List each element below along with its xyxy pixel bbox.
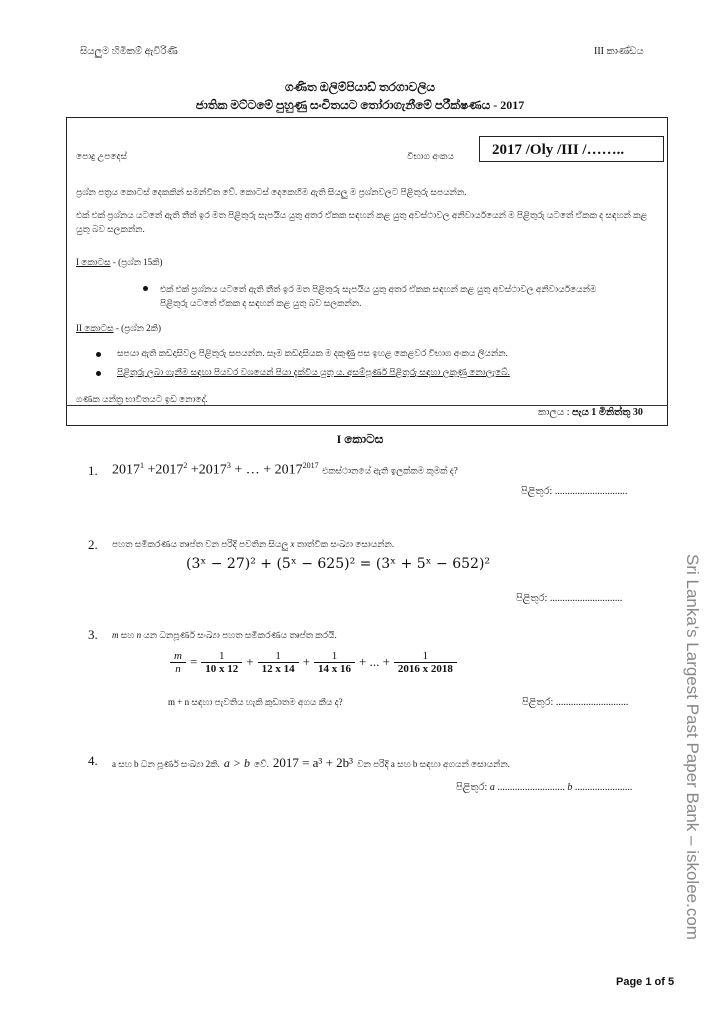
question-3-answer	[522, 697, 628, 708]
numerator: 1	[314, 650, 355, 663]
question-2-number: 2.	[88, 537, 98, 552]
q1-exponent: 1	[140, 461, 144, 470]
denominator: 12 x 14	[261, 663, 295, 675]
copyright-note: සියලුම හිමිකම් ඇවිරිණි	[80, 46, 178, 57]
q1-text: එකස්ථානයේ ඇති ඉලක්කම කුමක් ද?	[322, 465, 458, 476]
watermark	[676, 554, 716, 974]
part-1-heading	[76, 257, 162, 268]
q1-exponent: 2	[183, 461, 188, 470]
q2-text: පහත සමීකරණය තෘප්ත වන පරිදි පවතින සියලු	[112, 539, 289, 549]
instruction-paragraph-1: ප්‍රශ්න පත්‍රය කොටස් දෙකකින් සමන්විත වේ. කොටස් දෙකෙහිම ඇති සියලු ම ප්‍රශ්නවලට පිළිතුරු සපයන්න.	[76, 187, 467, 197]
q4-text: වන පරිදි a සහ b සඳහා අගයන් සොයන්න.	[357, 759, 510, 769]
fraction-2	[258, 650, 299, 675]
question-4-text	[112, 754, 510, 772]
duration	[538, 407, 643, 418]
calculator-note: ගණක යන්ත්‍ර භාවිතයට ඉඩ නොදේ.	[76, 394, 208, 404]
question-2-equation: (3ˣ − 27)² + (5ˣ − 625)² = (3ˣ + 5ˣ − 652)²	[186, 556, 491, 572]
bullet-icon	[143, 286, 148, 291]
answer-a-label: a	[489, 782, 495, 793]
q4-text: වේ.	[253, 759, 269, 769]
denominator: n	[175, 663, 181, 675]
time-value: පැය 1 මිනිත්තු 30	[572, 407, 643, 418]
part-2-count: - (ප්‍රශ්න 2කි)	[115, 323, 161, 333]
exam-title: ජාතික මට්ටමේ පුහුණු සංචිතයට තෝරාගැනීමේ පරීක්ෂණය - 2017	[195, 98, 525, 112]
part-1-count: - (ප්‍රශ්න 15කි)	[112, 257, 163, 267]
question-4-number: 4.	[88, 753, 98, 768]
bullet-icon	[96, 371, 101, 376]
fraction-3	[314, 650, 355, 675]
q1-term: +2017	[144, 462, 184, 478]
part-2-instruction-2: පිළිතුරු ලබා ගැනීම සඳහා පියවර වශයෙන් පියා දැක්විය යුතු ය. අසම්පූර්ණ පිළිතුරු සඳහා ලකුණු නොලැබේ.	[117, 367, 510, 377]
q4-equation: 2017 = a³ + 2b³	[272, 755, 354, 770]
q4-condition: a > b	[223, 756, 250, 770]
divider	[66, 405, 668, 406]
denominator: 10 x 12	[205, 663, 239, 675]
answer-a-blank[interactable]: ...........................	[497, 782, 565, 793]
numerator: 1	[201, 650, 242, 663]
part-2-instruction-1: සපයා ඇති කඩදාසිවල පිළිතුරු සපයන්න. සෑම කඩදාසියක ම දකුණු පස ඉහළ කෙළවර විභාග අංකය ලියන්න.	[117, 348, 508, 358]
answer-label: පිළිතුර:	[516, 593, 548, 604]
q1-exponent: 3	[226, 461, 231, 470]
fraction-1	[201, 650, 242, 675]
numerator: m	[170, 650, 186, 663]
part-1-label: I කොටස	[76, 257, 111, 267]
numerator: 1	[394, 650, 457, 663]
part-1-instruction: එක් එක් ප්‍රශ්නය යටතේ ඇති තීත් ඉර මත පිළිතුරු සැපයිය යුතු අතර ඒකක සඳහන් කළ යුතු අවස්ථාවල අනිවාර්යයෙන්ම පිළිතුරු යටතේ ඒකක ද සඳහන් කළ යුතු බව සලකන්න.	[160, 284, 597, 308]
index-number-box: 2017 /Oly /III /……..	[479, 136, 664, 162]
question-1-number: 1.	[88, 463, 98, 478]
question-2-text	[112, 539, 394, 550]
ellipsis: + ... +	[358, 654, 390, 670]
q1-term: + … + 2017	[230, 462, 303, 478]
question-2-answer	[516, 593, 622, 604]
competition-title: ගණිත ඔලිම්පියාඩ් තරගාවලිය	[284, 80, 435, 94]
lhs-fraction	[170, 650, 186, 675]
q3-text: යන ධනපූර්ණ සංඛ්‍යා පහත සමීකරණය තෘප්ත කරයි.	[143, 630, 337, 640]
q1-term: +2017	[187, 462, 227, 478]
q2-variable: x	[290, 539, 295, 549]
question-1-expression	[112, 461, 458, 479]
question-3-number: 3.	[88, 627, 98, 642]
fraction-4	[394, 650, 457, 675]
part-2-label: II කොටස	[76, 323, 114, 333]
part-label: III කාණ්ඩය	[594, 46, 644, 57]
answer-b-label: b	[567, 782, 573, 793]
numerator: 1	[258, 650, 299, 663]
question-3-question: m + n සඳහා පැවතිය හැකි කුඩාතම අගය කීය ද?	[168, 697, 343, 707]
q1-exponent: 2017	[302, 461, 319, 470]
question-3-text	[112, 630, 337, 641]
instructions-box	[66, 117, 668, 426]
q1-term: 2017	[112, 462, 140, 478]
time-label: කාලය :	[538, 407, 570, 418]
question-1-answer	[521, 486, 627, 497]
q3-n: n	[136, 630, 142, 640]
section-heading: I කොටස	[336, 432, 384, 446]
q2-text: තාත්වික සංඛ්‍යා සොයන්න.	[296, 539, 395, 549]
answer-blank[interactable]: .............................	[554, 486, 628, 497]
denominator: 2016 x 2018	[397, 663, 453, 675]
answer-label: පිළිතුර:	[521, 486, 553, 497]
answer-label: පිළිතුර:	[522, 697, 554, 708]
denominator: 14 x 16	[317, 663, 351, 675]
question-3-equation: $\frac{m}{n}$ = $\frac{1}{10 x 12}$ + $\frac{1}{12 x 14}$ + $\frac{1}{14 x 16}$ + ... + $\frac{1}{2016 x 2018}$	[170, 650, 457, 675]
q3-and: සහ	[120, 630, 135, 640]
q3-m: m	[112, 630, 119, 640]
answer-blank[interactable]: .............................	[549, 593, 623, 604]
page-number: Page 1 of 5	[616, 976, 675, 988]
answer-label: පිළිතුර:	[456, 782, 488, 793]
q4-text: a සහ b ධන පූර්ණ සංඛ්‍යා 2කි.	[112, 759, 220, 769]
general-instructions-label: පොදු උපදෙස්	[76, 151, 127, 161]
answer-b-blank[interactable]: .......................	[574, 782, 633, 793]
index-number-label: විභාග අංකය	[407, 151, 454, 161]
bullet-icon	[96, 352, 101, 357]
question-4-answer	[456, 782, 632, 793]
watermark-text: Sri Lanka's Largest Past Paper Bank – iskolee.com	[683, 554, 702, 940]
answer-blank[interactable]: .............................	[555, 697, 629, 708]
part-2-heading	[76, 323, 161, 334]
instruction-paragraph-2: එක් එක් ප්‍රශ්නය යටතේ ඇති තීත් ඉර මත පිළිතුරු සැපයිය යුතු අතර ඒකක සඳහන් කළ යුතු අවස්ථාවල අනිවාර්යයෙන් ම පිළිතුරු යටතේ ඒකක ද සඳහන් කළ යුතු බව සලකන්න.	[76, 210, 648, 234]
